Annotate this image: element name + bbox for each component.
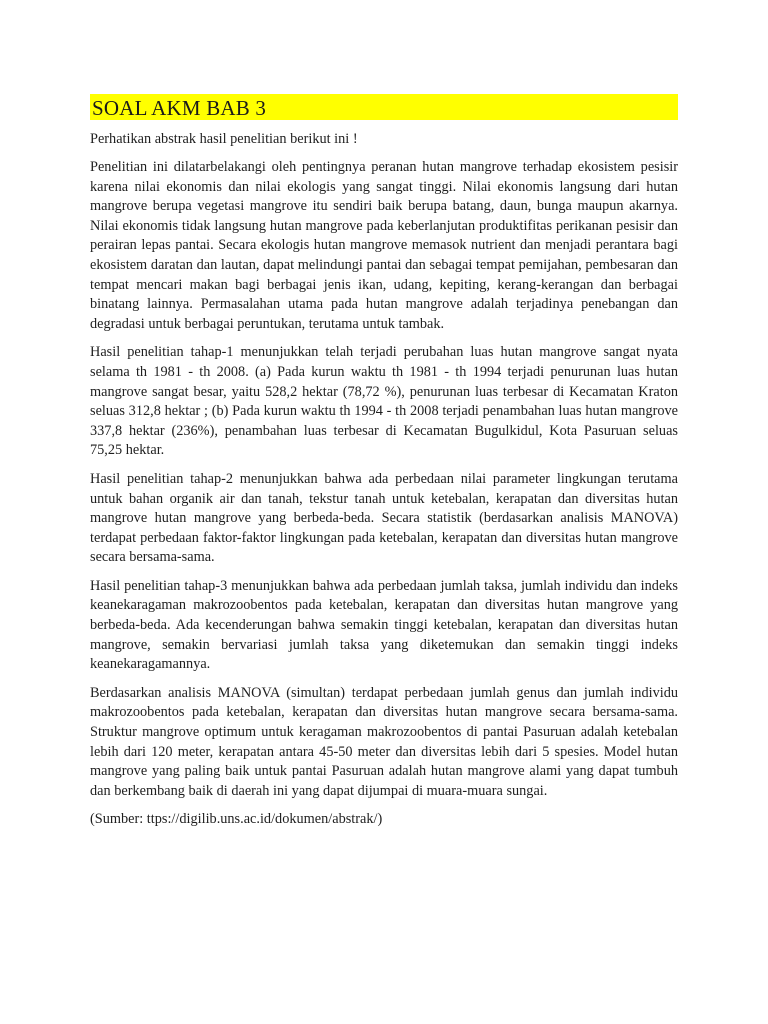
- paragraph-background: Penelitian ini dilatarbelakangi oleh pentingnya peranan hutan mangrove terhadap ekosistem pesisir karena nilai ekonomis dan nilai ekologis yang sangat tinggi. Nilai ekonomis langsung dari hutan mangrove berupa vegetasi mangrove itu sendiri baik berupa batang, daun, bunga maupun akarnya. Nilai ekonomis tidak langsung hutan mangrove pada keberlanjutan produktifitas perikanan pesisir dan perairan lepas pantai. Secara ekologis hutan mangrove memasok nutrient dan menjadi perantara bagi ekosistem daratan dan lautan, dapat melindungi pantai dan sebagai tempat pemijahan, pembesaran dan tempat mencari makan bagi berbagai jenis ikan, udang, kepiting, kerang-kerangan dan berbagai binatang lainnya. Permasalahan utama pada hutan mangrove adalah terjadinya penebangan dan degradasi untuk berbagai peruntukan, terutama untuk tambak.: [90, 159, 678, 332]
- document-title: SOAL AKM BAB 3: [90, 94, 678, 120]
- document-page: [90, 94, 678, 829]
- paragraph-manova-conclusion: Berdasarkan analisis MANOVA (simultan) terdapat perbedaan jumlah genus dan jumlah individu makrozoobentos pada ketebalan, kerapatan dan diversitas hutan mangrove secara bersama-sama. Struktur mangrove optimum untuk keragaman makrozoobentos di pantai Pasuruan adalah ketebalan lebih dari 120 meter, kerapatan antara 45-50 meter dan diversitas lebih dari 5 spesies. Model hutan mangrove yang paling baik untuk pantai Pasuruan adalah hutan mangrove alami yang dapat tumbuh dan berkembang baik di daerah ini yang dapat dijumpai di muara-muara sungai.: [90, 684, 678, 799]
- paragraph-stage-1-results: Hasil penelitian tahap-1 menunjukkan telah terjadi perubahan luas hutan mangrove sangat nyata selama th 1981 - th 2008. (a) Pada kurun waktu th 1981 - th 1994 terjadi penurunan luas hutan mangrove sangat besar, yaitu 528,2 hektar (78,72 %), penurunan luas terbesar di Kecamatan Kraton seluas 312,8 hektar ; (b) Pada kurun waktu th 1994 - th 2008 terjadi penambahan luas hutan mangrove 337,8 hektar (236%), penambahan luas terbesar di Kecamatan Bugulkidul, Kota Pasuruan seluas 75,25 hektar.: [90, 344, 678, 459]
- source-citation: (Sumber: ttps://digilib.uns.ac.id/dokumen/abstrak/): [90, 811, 383, 828]
- paragraph-stage-3-results: Hasil penelitian tahap-3 menunjukkan bahwa ada perbedaan jumlah taksa, jumlah individu dan indeks keanekaragaman makrozoobentos pada ketebalan, kerapatan dan diversitas hutan mangrove yang berbeda-beda. Ada kecenderungan bahwa semakin tinggi ketebalan, kerapatan dan diversitas hutan mangrove, semakin bervariasi jumlah taksa yang diketemukan dan semakin tinggi indeks keanekaragamannya.: [90, 577, 678, 673]
- intro-text: Perhatikan abstrak hasil penelitian berikut ini !: [90, 131, 358, 147]
- paragraph-stage-2-results: Hasil penelitian tahap-2 menunjukkan bahwa ada perbedaan nilai parameter lingkungan terutama untuk bahan organik air dan tanah, tekstur tanah untuk ketebalan, kerapatan dan diversitas hutan mangrove hutan mangrove yang berbeda-beda. Secara statistik (berdasarkan analisis MANOVA) terdapat perbedaan faktor-faktor lingkungan pada ketebalan, kerapatan dan diversitas hutan mangrove secara bersama-sama.: [90, 470, 678, 566]
